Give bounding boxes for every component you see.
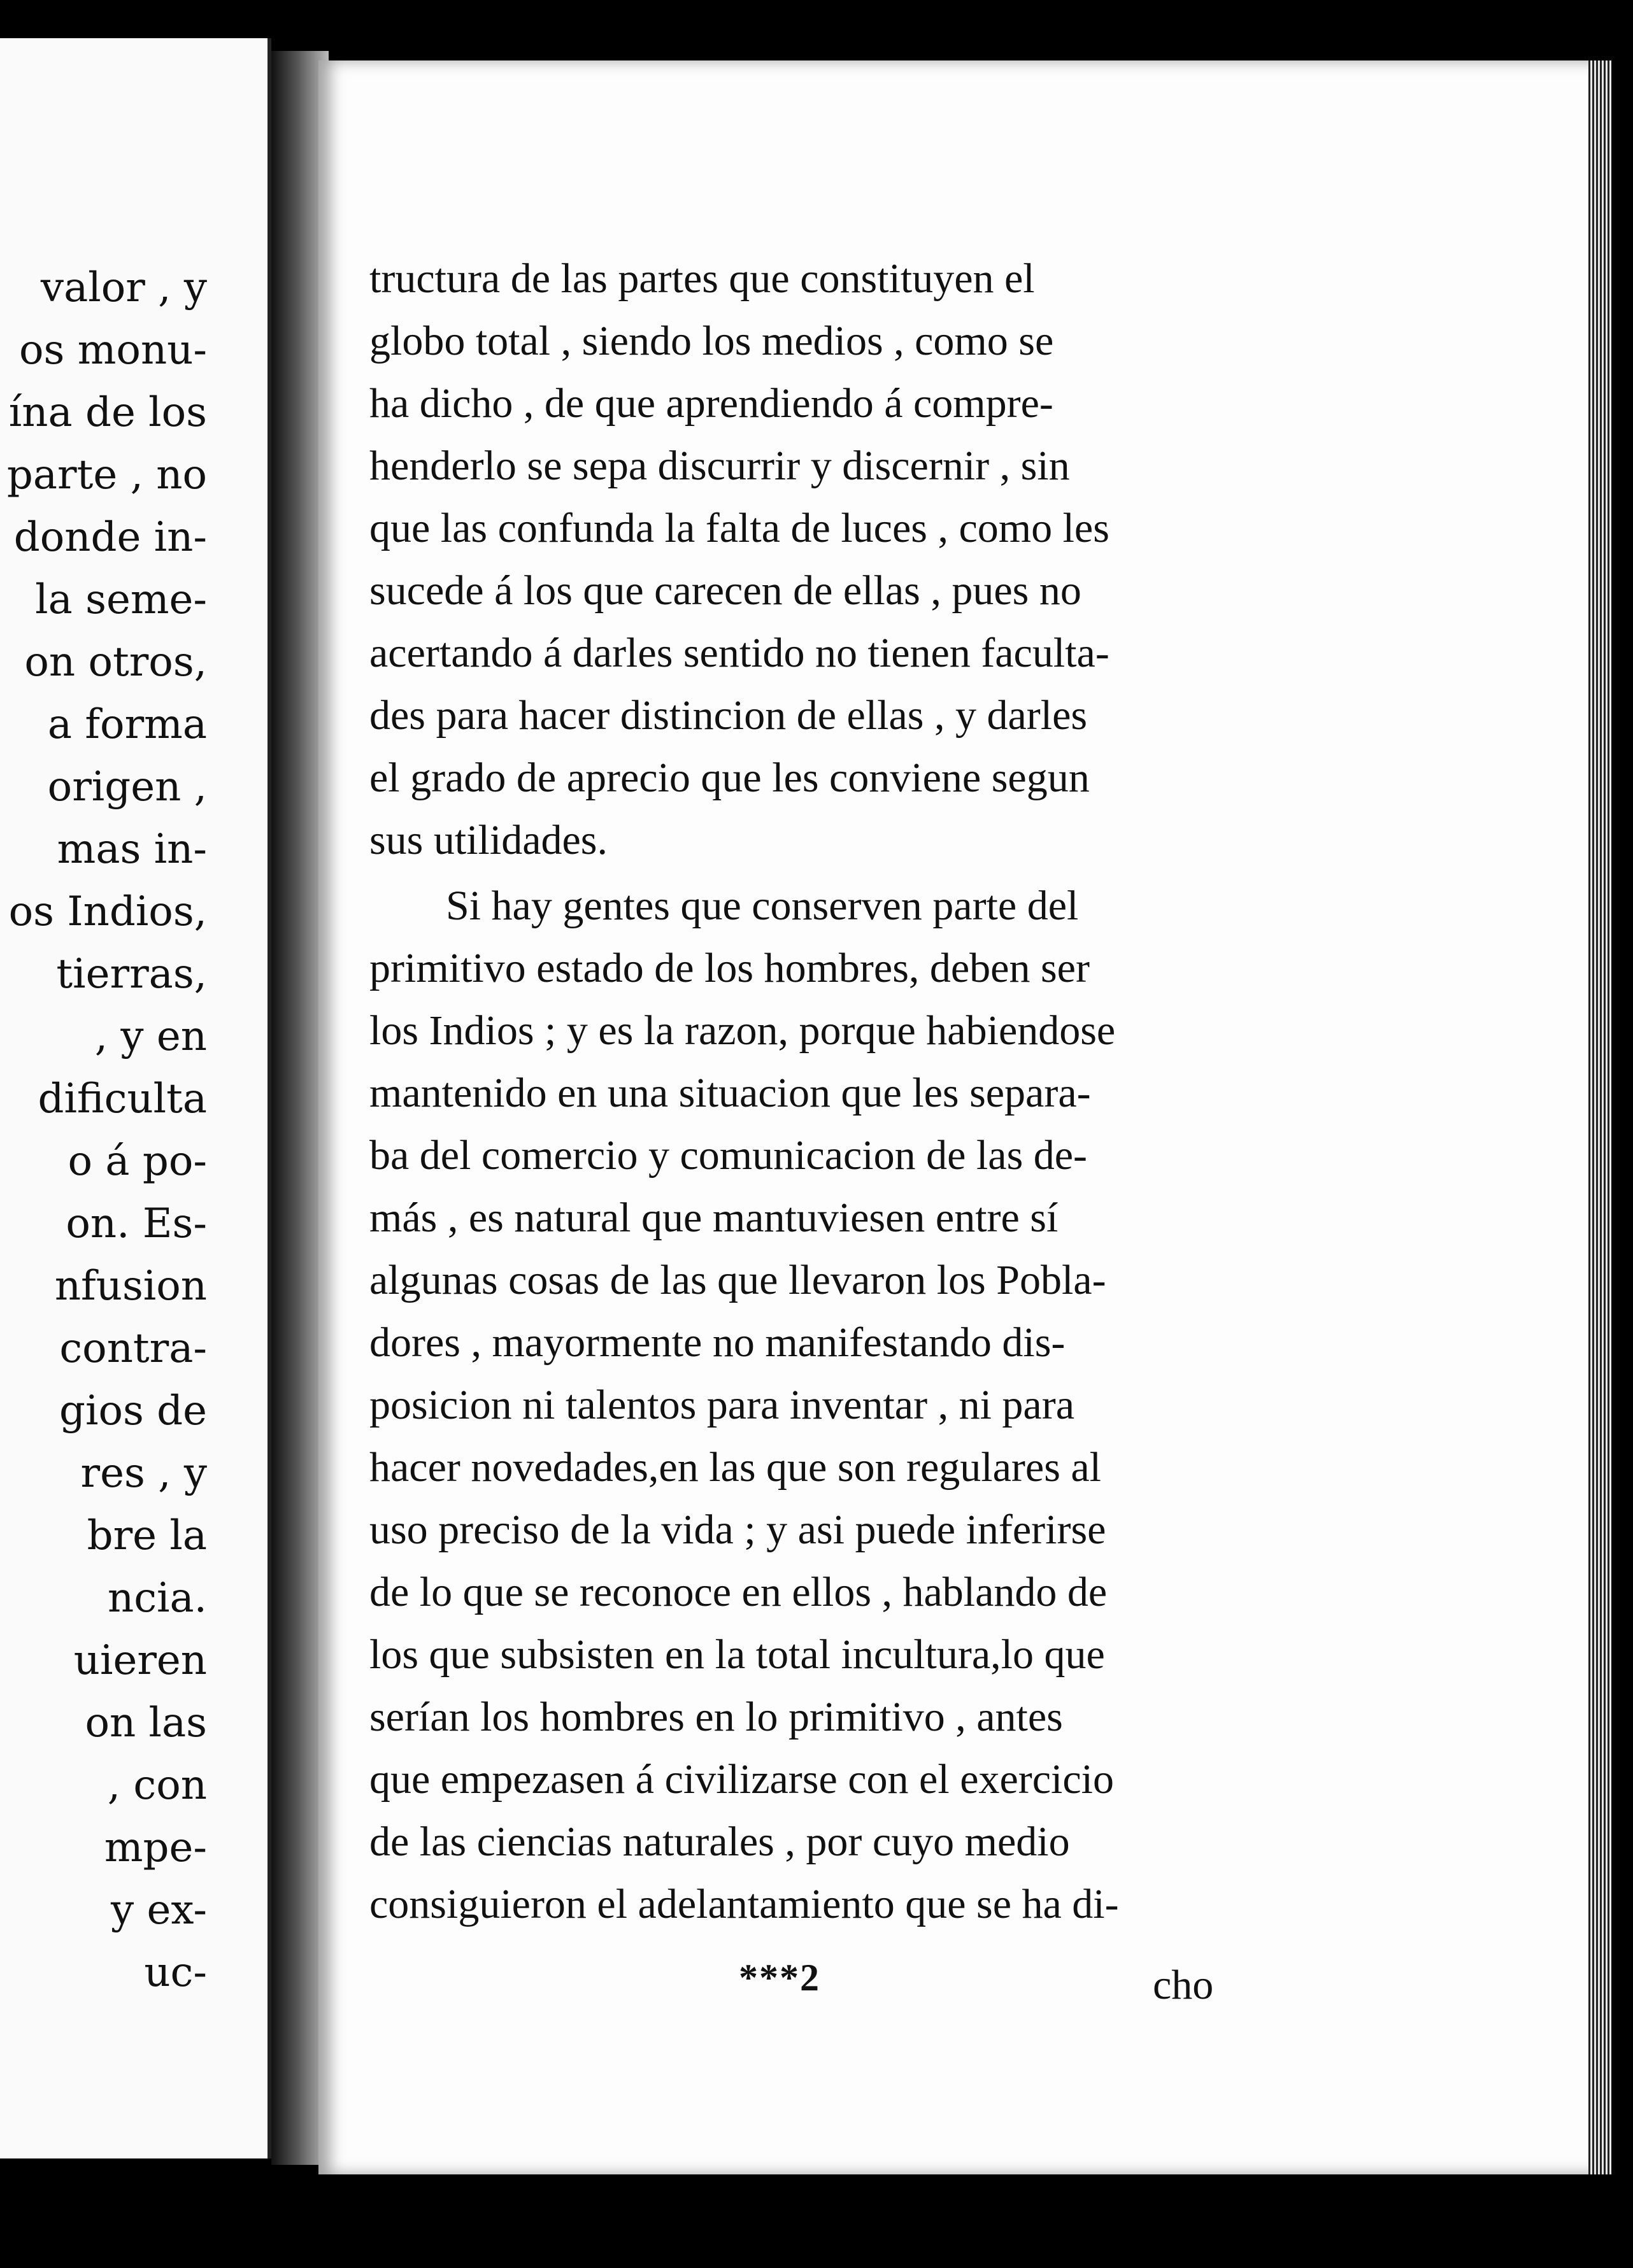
- body-text-line: posicion ni talentos para inventar , ni para: [369, 1382, 1074, 1428]
- body-text-line: ha dicho , de que aprendiendo á compre-: [369, 380, 1053, 427]
- left-text-line: bre la: [87, 1512, 207, 1559]
- left-text-line: ína de los: [8, 389, 207, 436]
- left-text-line: donde in-: [13, 514, 207, 561]
- left-text-line: contra-: [59, 1325, 207, 1372]
- left-text-line: la seme-: [35, 576, 207, 623]
- body-text-line: algunas cosas de las que llevaron los Pobla-: [369, 1257, 1106, 1303]
- body-text-line: de lo que se reconoce en ellos , hablando de: [369, 1569, 1108, 1615]
- body-text-line: mantenido en una situacion que les separa-: [369, 1070, 1091, 1116]
- left-text-line: valor , y: [40, 264, 207, 311]
- left-page: [0, 38, 271, 2158]
- body-text-line: que empezasen á civilizarse con el exercicio: [369, 1756, 1115, 1803]
- left-text-line: a forma: [47, 701, 207, 748]
- body-text-line: el grado de aprecio que les conviene segun: [369, 755, 1090, 801]
- left-text-line: res , y: [80, 1450, 207, 1497]
- left-text-line: parte , no: [6, 451, 207, 499]
- left-text-line: uc-: [144, 1949, 207, 1996]
- left-text-line: mpe-: [104, 1824, 207, 1871]
- body-text-line: henderlo se sepa discurrir y discernir , sin: [369, 443, 1070, 489]
- body-text-line: uso preciso de la vida ; y asi puede inferirse: [369, 1506, 1106, 1553]
- left-text-line: os Indios,: [8, 888, 207, 935]
- left-text-line: o á po-: [68, 1138, 207, 1185]
- body-text-line: ba del comercio y comunicacion de las de-: [369, 1132, 1088, 1179]
- left-text-line: origen ,: [47, 763, 207, 811]
- left-text-line: on. Es-: [66, 1200, 207, 1247]
- left-text-line: uieren: [73, 1637, 207, 1684]
- left-text-line: , y en: [94, 1013, 207, 1060]
- body-text-line: dores , mayormente no manifestando dis-: [369, 1319, 1066, 1366]
- body-text-line: los Indios ; y es la razon, porque habiendose: [369, 1007, 1116, 1054]
- body-text-line: primitivo estado de los hombres, deben ser: [369, 945, 1090, 991]
- body-text-line: que las confunda la falta de luces , como les: [369, 505, 1109, 551]
- left-text-line: nfusion: [54, 1263, 207, 1310]
- body-text-line: tructura de las partes que constituyen el: [369, 255, 1035, 302]
- left-text-line: y ex-: [111, 1887, 207, 1934]
- left-text-line: os monu-: [19, 327, 207, 374]
- left-text-line: on las: [85, 1699, 207, 1747]
- left-text-line: on otros,: [24, 639, 207, 686]
- body-text-line: globo total , siendo los medios , como se: [369, 318, 1054, 364]
- paragraph-first-line: Si hay gentes que conserven parte del: [446, 882, 1079, 929]
- left-text-line: ncia.: [107, 1575, 207, 1622]
- body-text-line: sus utilidades.: [369, 817, 608, 863]
- body-text-line: de las ciencias naturales , por cuyo medio: [369, 1818, 1070, 1865]
- body-text-line: más , es natural que mantuviesen entre sí: [369, 1194, 1059, 1241]
- scan-border: [0, 2185, 1633, 2268]
- left-text-line: mas in-: [57, 826, 207, 873]
- left-text-line: dificulta: [38, 1075, 207, 1123]
- catchword: cho: [1153, 1962, 1214, 2008]
- body-text-line: sucede á los que carecen de ellas , pues no: [369, 567, 1081, 614]
- left-text-line: tierras,: [56, 951, 207, 998]
- body-text-line: consiguieron el adelantamiento que se ha di-: [369, 1881, 1119, 1927]
- signature-mark: ***2: [739, 1957, 820, 1999]
- body-text-line: hacer novedades,en las que son regulares al: [369, 1444, 1102, 1491]
- body-text-line: los que subsisten en la total incultura,lo que: [369, 1631, 1105, 1678]
- body-text-line: des para hacer distincion de ellas , y darles: [369, 692, 1088, 739]
- body-text-line: acertando á darles sentido no tienen faculta-: [369, 630, 1109, 676]
- page-edge: [1588, 60, 1611, 2174]
- body-text-line: serían los hombres en lo primitivo , antes: [369, 1694, 1063, 1740]
- left-text-line: gios de: [59, 1387, 207, 1435]
- left-text-line: , con: [107, 1762, 207, 1809]
